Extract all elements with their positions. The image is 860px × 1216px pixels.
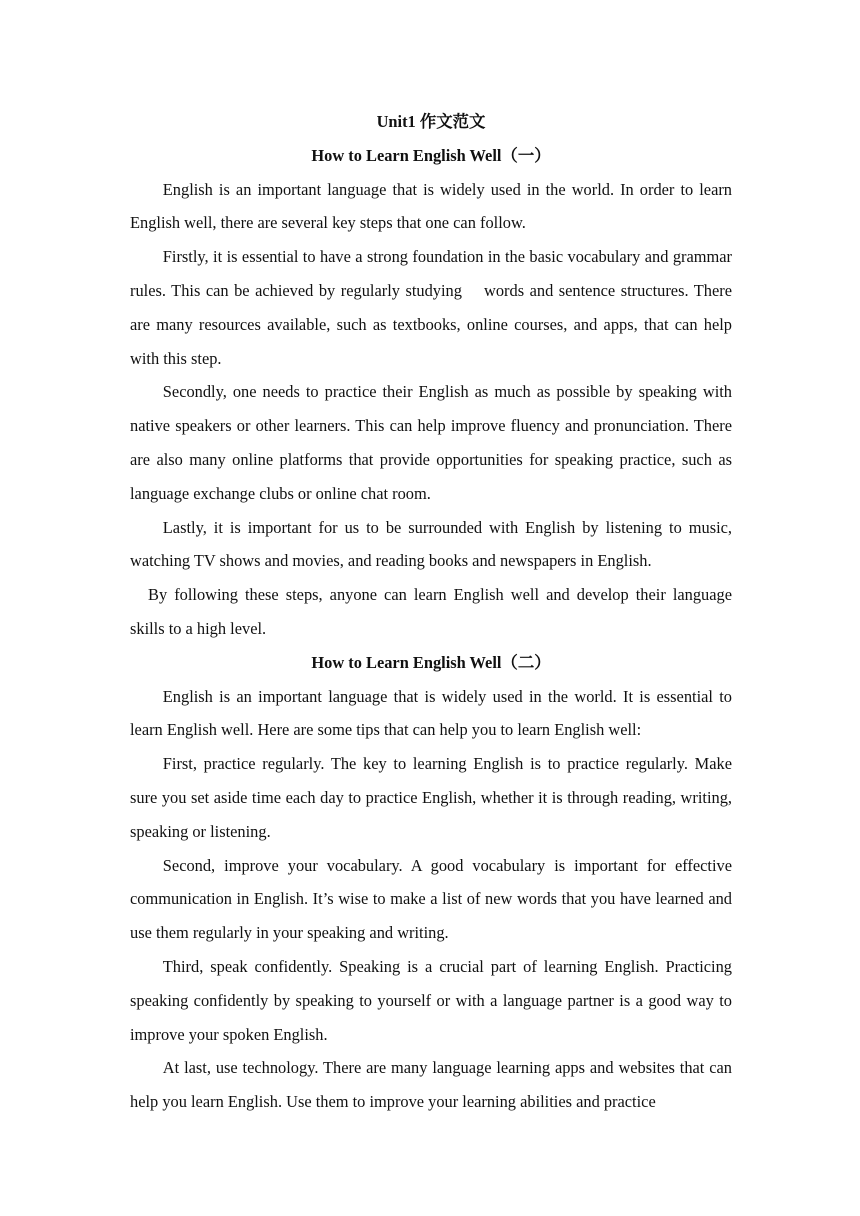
paragraph: Lastly, it is important for us to be surrounded with English by listening to music, watching TV shows and movies, and reading books and newspapers in English. — [130, 517, 732, 571]
paragraph: By following these steps, anyone can learn English well and develop their language skills to a high level. — [130, 585, 732, 638]
paragraph: Secondly, one needs to practice their English as much as possible by speaking with native speakers or other learners. This can help improve fluency and pronunciation. There are also many online platforms that provide opportunities for speaking practice, such as language exchange clubs or online chat room. — [130, 382, 732, 503]
document-body — [130, 105, 737, 1118]
paragraph: English is an important language that is widely used in the world. It is essential to learn English well. Here are some tips that can help you to learn English well: — [130, 686, 732, 740]
section-heading-1: How to Learn English Well（一） — [311, 145, 551, 165]
paragraph: English is an important language that is widely used in the world. In order to learn English well, there are several key steps that one can follow. — [130, 179, 732, 233]
paragraph: At last, use technology. There are many language learning apps and websites that can help you learn English. Use them to improve your learning abilities and practice — [130, 1058, 732, 1111]
document-title: Unit1 作文范文 — [376, 112, 486, 131]
section-heading-2: How to Learn English Well（二） — [311, 652, 551, 672]
paragraph: Firstly, it is essential to have a strong foundation in the basic vocabulary and grammar rules. This can be achieved by regularly studying words and sentence structures. There are many resources available, such as textbooks, online courses, and apps, that can help with this step. — [130, 247, 737, 368]
paragraph: First, practice regularly. The key to learning English is to practice regularly. Make sure you set aside time each day to practice English, whether it is through reading, writing, speaking or listening. — [130, 754, 732, 841]
paragraph: Second, improve your vocabulary. A good vocabulary is important for effective communication in English. It’s wise to make a list of new words that you have learned and use them regularly in your speaking and writing. — [130, 855, 732, 943]
paragraph: Third, speak confidently. Speaking is a crucial part of learning English. Practicing speaking confidently by speaking to yourself or with a language partner is a good way to improve your spoken English. — [130, 956, 732, 1044]
